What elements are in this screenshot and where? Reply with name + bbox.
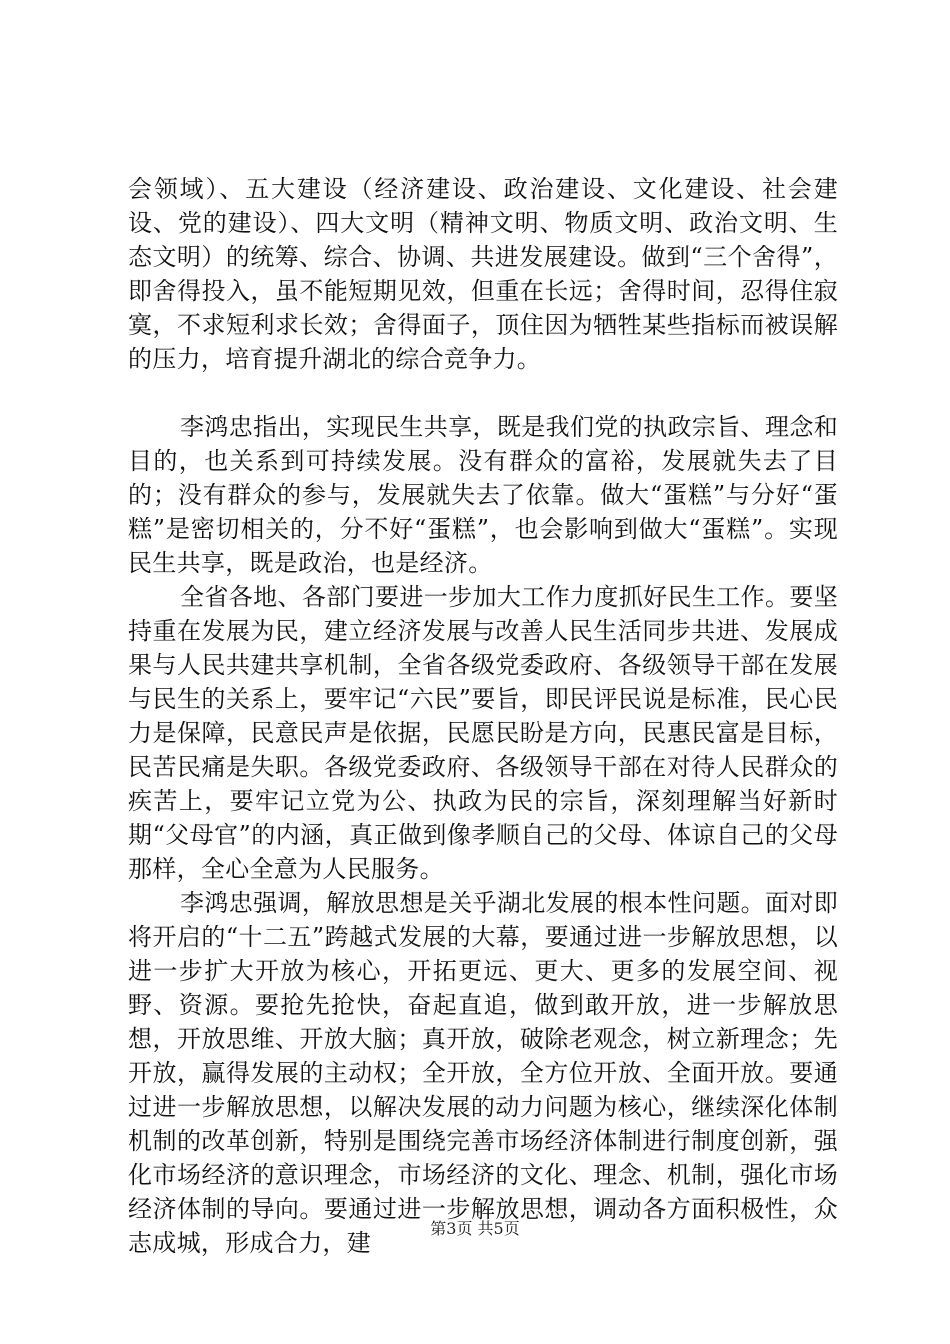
paragraph: 全省各地、各部门要进一步加大工作力度抓好民生工作。要坚持重在发展为民，建立经济发展与改善人民生活同步共进、发展成果与人民共建共享机制，全省各级党委政府、各级领导干部在发展与民生的关系上，要牢记“六民”要旨，即民评民说是标准，民心民力是保障，民意民声是依据，民愿民盼是方向，民惠民富是目标，民苦民痛是失职。各级党委政府、各级领导干部在对待人民群众的疾苦上，要牢记立党为公、执政为民的宗旨，深刻理解当好新时期“父母官”的内涵，真正做到像孝顺自己的父母、体谅自己的父母那样，全心全意为人民服务。 <box>128 583 838 883</box>
page-number-footer: 第3页 共5页 <box>430 1219 520 1238</box>
paragraph-continued: 会领域）、五大建设（经济建设、政治建设、文化建设、社会建设、党的建设）、四大文明（精神文明、物质文明、政治文明、生态文明）的统筹、综合、协调、共进发展建设。做到“三个舍得”，即舍得投入，虽不能短期见效，但重在长远；舍得时间，忍得住寂寞，不求短利求长效；舍得面子，顶住因为牺牲某些指标而被误解的压力，培育提升湖北的综合竞争力。 <box>128 175 838 373</box>
document-body <box>128 172 838 1260</box>
paragraph: 李鸿忠强调，解放思想是关乎湖北发展的根本性问题。面对即将开启的“十二五”跨越式发展的大幕，要通过进一步解放思想，以进一步扩大开放为核心，开拓更远、更大、更多的发展空间、视野、资源。要抢先抢快，奋起直追，做到敢开放，进一步解放思想，开放思维、开放大脑；真开放，破除老观念，树立新理念；先开放，赢得发展的主动权；全开放，全方位开放、全面开放。要通过进一步解放思想，以解决发展的动力问题为核心，继续深化体制机制的改革创新，特别是围绕完善市场经济体制进行制度创新，强化市场经济的意识理念，市场经济的文化、理念、机制，强化市场经济体制的导向。要通过进一步解放思想，调动各方面积极性，众志成城，形成合力，建 <box>128 889 838 1257</box>
paragraph-gap <box>128 376 838 410</box>
paragraph: 李鸿忠指出，实现民生共享，既是我们党的执政宗旨、理念和目的，也关系到可持续发展。没有群众的富裕，发展就失去了目的；没有群众的参与，发展就失去了依靠。做大“蛋糕”与分好“蛋糕”是密切相关的，分不好“蛋糕”，也会影响到做大“蛋糕”。实现民生共享，既是政治，也是经济。 <box>128 413 838 577</box>
